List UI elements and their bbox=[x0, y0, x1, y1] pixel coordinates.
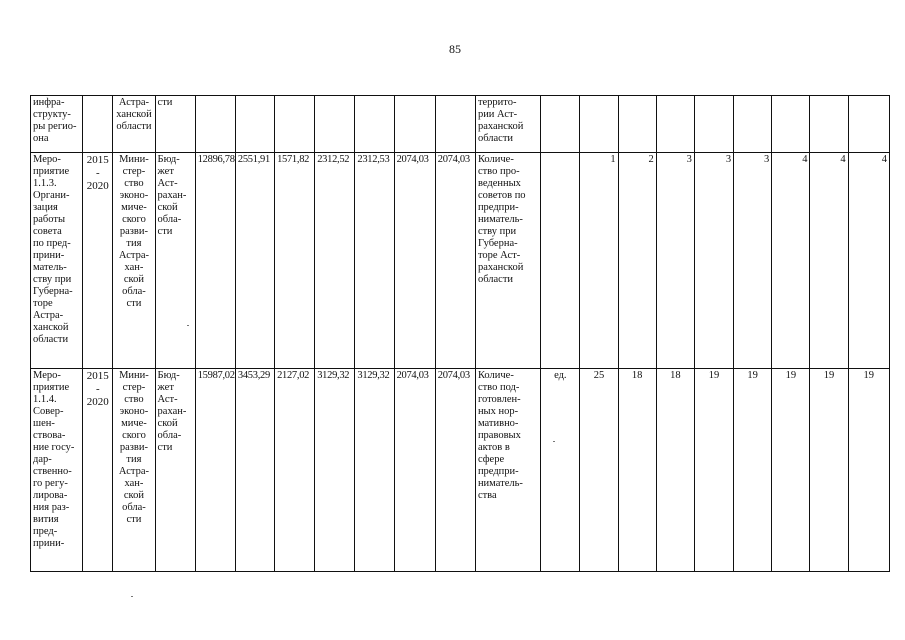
value-cell: 4 bbox=[772, 153, 810, 369]
value-cell: 19 bbox=[810, 369, 848, 572]
source-cell: сти bbox=[155, 96, 195, 153]
unit-cell bbox=[541, 153, 580, 369]
executor-cell: Астра- ханской области bbox=[113, 96, 155, 153]
value-cell: 4 bbox=[810, 153, 848, 369]
amount-2020: 2074,03 bbox=[435, 153, 475, 369]
amount-2020: 2074,03 bbox=[435, 369, 475, 572]
year-end: 2020 bbox=[86, 396, 109, 408]
executor-cell: Мини- стер- ство эконо- миче- ского разви- тия Астра- хан- ской обла- сти bbox=[113, 153, 155, 369]
amount-2016: 2127,02 bbox=[275, 369, 315, 572]
value-cell: 19 bbox=[772, 369, 810, 572]
indicator-cell: Количе- ство про- веденных советов по предпри- ниматель- ству при Губерна- торе Аст- раханской области bbox=[475, 153, 540, 369]
measure-cell: Меро- приятие 1.1.4. Совер- шен- ствова- ние госу- дар- ственно- го регу- лирова- ния раз- вития пред- прини- bbox=[31, 369, 83, 572]
value-cell: 4 bbox=[848, 153, 889, 369]
amount-2019: 2074,03 bbox=[394, 369, 435, 572]
amount-2015: 3453,29 bbox=[235, 369, 274, 572]
value-cell: 25 bbox=[580, 369, 618, 572]
amount-2018: 3129,32 bbox=[355, 369, 394, 572]
value-cell: 19 bbox=[694, 369, 733, 572]
indicator-cell: Количе- ство под- готовлен- ных нор- мативно- правовых актов в сфере предпри- ниматель- ства bbox=[475, 369, 540, 572]
amount-2017: 2312,52 bbox=[315, 153, 355, 369]
scan-speck bbox=[131, 596, 133, 597]
amount-2019: 2074,03 bbox=[394, 153, 435, 369]
value-cell: 2 bbox=[618, 153, 656, 369]
amount-2017: 3129,32 bbox=[315, 369, 355, 572]
executor-cell: Мини- стер- ство эконо- миче- ского разви- тия Астра- хан- ской обла- сти bbox=[113, 369, 155, 572]
value-cell: 19 bbox=[848, 369, 889, 572]
value-cell: 3 bbox=[694, 153, 733, 369]
value-cell: 3 bbox=[734, 153, 772, 369]
year-end: 2020 bbox=[86, 180, 109, 192]
amount-2018: 2312,53 bbox=[355, 153, 394, 369]
year-dash: - bbox=[95, 383, 100, 395]
amount-2016: 1571,82 bbox=[275, 153, 315, 369]
amount-2015: 2551,91 bbox=[235, 153, 274, 369]
measure-cell: инфра- структу- ры регио- она bbox=[31, 96, 83, 153]
value-cell: 1 bbox=[580, 153, 618, 369]
source-cell: Бюд- жет Аст- рахан- ской обла- сти bbox=[155, 153, 195, 369]
year-start: 2015 bbox=[86, 154, 109, 166]
amount-total: 12896,78 bbox=[195, 153, 235, 369]
indicator-cell: террито- рии Аст- раханской области bbox=[475, 96, 540, 153]
page-number: 85 bbox=[449, 42, 461, 56]
continuation-row bbox=[31, 96, 890, 153]
program-measures-table bbox=[30, 95, 890, 572]
table-row bbox=[31, 369, 890, 572]
value-cell: 19 bbox=[734, 369, 772, 572]
year-start: 2015 bbox=[86, 370, 109, 382]
period-cell bbox=[83, 369, 113, 572]
measure-cell: Меро- приятие 1.1.3. Органи- зация работы совета по пред- прини- матель- ству при Губерна- торе Астра- ханской области bbox=[31, 153, 83, 369]
scan-speck bbox=[187, 325, 189, 326]
value-cell: 18 bbox=[618, 369, 656, 572]
amount-total: 15987,02 bbox=[195, 369, 235, 572]
scan-speck bbox=[553, 441, 555, 442]
period-cell bbox=[83, 153, 113, 369]
table-row bbox=[31, 153, 890, 369]
value-cell: 3 bbox=[656, 153, 694, 369]
source-cell: Бюд- жет Аст- рахан- ской обла- сти bbox=[155, 369, 195, 572]
year-dash: - bbox=[95, 167, 100, 179]
unit-cell: ед. bbox=[541, 369, 580, 572]
value-cell: 18 bbox=[656, 369, 694, 572]
